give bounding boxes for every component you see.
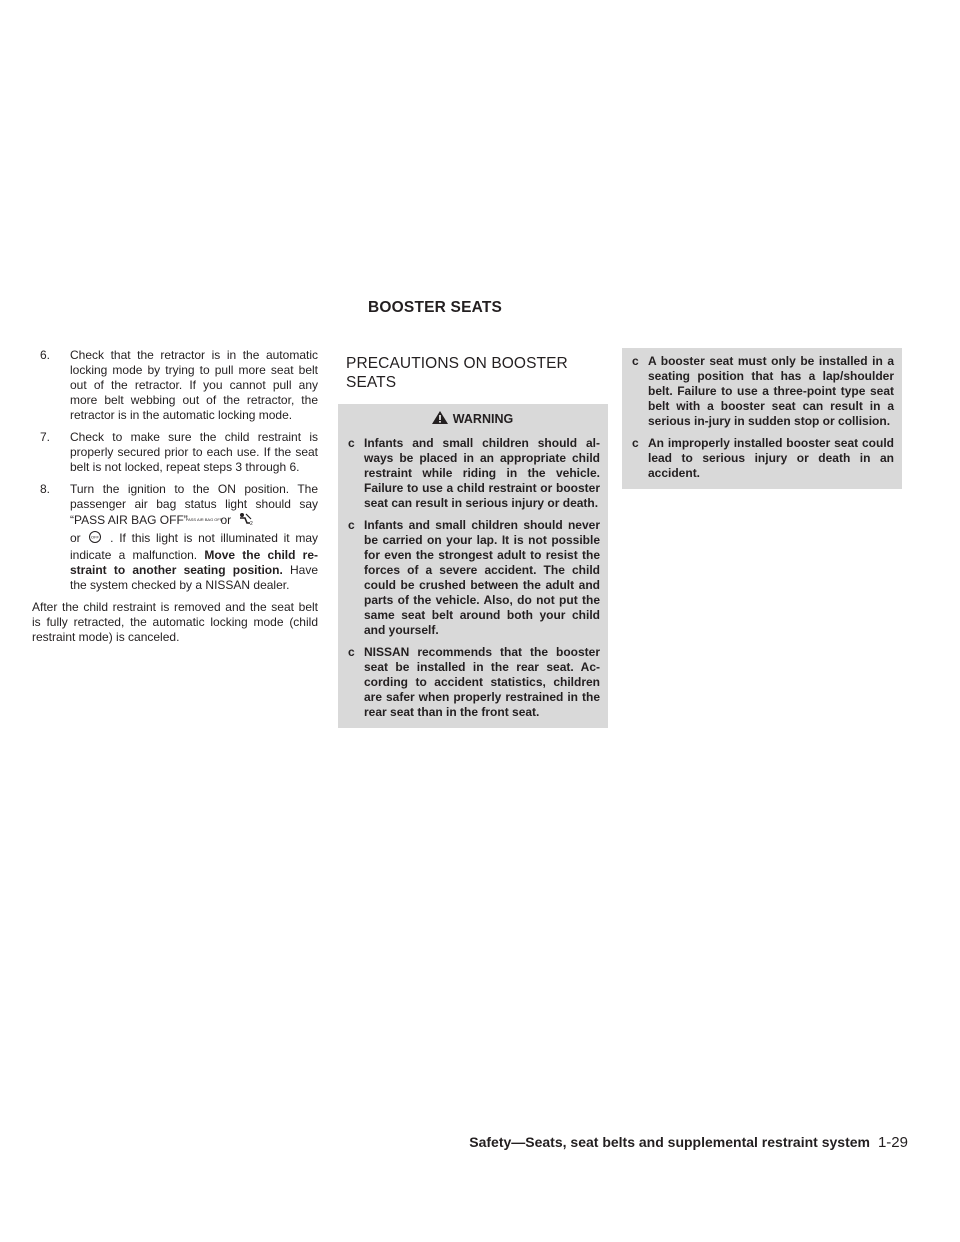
warning-label: WARNING [452, 412, 514, 426]
warning-list-continued [628, 354, 894, 481]
step-6 [32, 348, 318, 423]
warning-text: A booster seat must only be installed in a seating position that has a lap/shoulder belt. Failure to use a three-point type seat belt with a booster seat can result in a serious in-jury in sudden stop or collision. [648, 354, 894, 428]
column-left [32, 348, 318, 645]
off-indicator-icon-text: OFF [91, 534, 100, 540]
svg-text:2: 2 [249, 521, 253, 527]
warning-triangle-icon [431, 410, 449, 428]
warning-text: Infants and small children should al-ways be placed in an appropriate child restraint while riding in the vehicle. Failure to use a child restraint or booster seat can result in serious injury or death. [364, 436, 600, 510]
page-number: 1-29 [877, 1134, 908, 1151]
step-text: Turn the ignition to the ON position. The passenger air bag status light should say “PASS AIR BAG OFF” [70, 482, 318, 528]
page-footer [398, 1134, 908, 1151]
or-text: or [220, 513, 232, 528]
warning-text: NISSAN recommends that the booster seat be installed in the rear seat. Ac-cording to accident statistics, children are safer when properly restrained in the rear seat than in the front seat. [364, 645, 600, 719]
column-right [622, 348, 902, 489]
step-8 [32, 482, 318, 593]
step-text: Check to make sure the child restraint is properly secured prior to each use. If the seat belt is not locked, repeat steps 3 through 6. [70, 430, 318, 474]
warning-item [628, 354, 894, 429]
warning-box [338, 404, 608, 728]
bullet: c [348, 518, 355, 532]
warning-header [344, 410, 600, 428]
column-middle [338, 348, 608, 728]
bullet: c [632, 354, 639, 368]
warning-text: Infants and small children should never be carried on your lap. It is not possible for even the strongest adult to resist the forces of a severe accident. The child could be crushed between the adult and parts of the vehicle. Also, do not put the same seat belt around both your child and yourself. [364, 518, 600, 637]
footer-title: Safety—Seats, seat belts and supplemental restraint system [469, 1134, 870, 1150]
step-7 [32, 430, 318, 475]
step-number: 7. [40, 430, 51, 444]
or-text: or [70, 531, 81, 546]
section-title: BOOSTER SEATS [368, 299, 503, 316]
pass-air-bag-off-icon-text: PASS AIR BAG OFF [185, 517, 223, 522]
warning-list [344, 436, 600, 720]
warning-item [344, 518, 600, 638]
step-text: . If this light is not illuminated it may indicate a malfunction. [70, 531, 318, 562]
step-number: 8. [40, 482, 51, 496]
bullet: c [632, 436, 639, 450]
warning-box-continued [622, 348, 902, 489]
step-text: Have the system checked by a NISSAN dealer. [70, 563, 318, 592]
off-indicator-icon [88, 530, 102, 548]
closing-paragraph: After the child restraint is removed and the seat belt is fully retracted, the automatic locking mode (child restraint mode) is canceled. [32, 600, 318, 644]
precautions-heading: PRECAUTIONS ON BOOSTER SEATS [346, 355, 568, 391]
pass-air-bag-off-icon [185, 512, 223, 530]
step-list [32, 348, 318, 593]
passenger-seat-off-icon [237, 512, 253, 530]
step-number: 6. [40, 348, 51, 362]
step-emphasis: Move the child re-straint to another seating position. [70, 548, 319, 577]
warning-item [344, 436, 600, 511]
step-text: Check that the retractor is in the automatic locking mode by trying to pull more seat belt out of the retractor. If you cannot pull any more belt webbing out of the retractor, the retractor is in the automatic locking mode. [70, 348, 318, 422]
bullet: c [348, 436, 355, 450]
warning-text: An improperly installed booster seat could lead to serious injury or death in an accident. [648, 436, 894, 480]
warning-item [628, 436, 894, 481]
bullet: c [348, 645, 355, 659]
warning-item [344, 645, 600, 720]
